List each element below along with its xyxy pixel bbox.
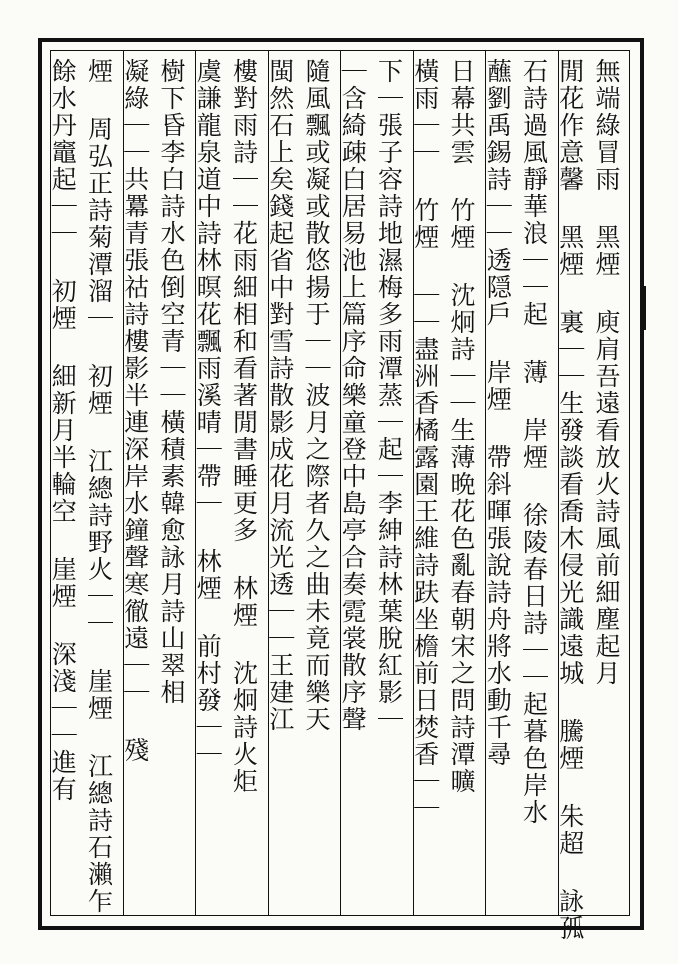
- text-column: 閩然石上矣錢起省中對雪詩散影成花月流光透｜｜王建江: [265, 58, 295, 733]
- fold-marker: [640, 286, 646, 330]
- text-column: 橫雨｜｜ 竹煙 ｜｜盡洲香橘露園王維詩趺坐檐前日焚香｜｜: [410, 58, 440, 822]
- text-column: 閒花作意馨 黑煙 裏｜｜生發談看喬木侵光識遠城 騰煙 朱超 詠孤: [555, 58, 585, 942]
- text-column: 隨風飄或凝或散悠揚于｜｜波月之際者久之曲未竟而樂天: [302, 58, 331, 733]
- text-column: 石詩過風靜華浪｜｜起 薄 岸煙 徐陵春日詩｜｜起暮色岸水: [519, 58, 549, 826]
- text-column: 樹下昏李白詩水色倒空青｜｜橫積素韓愈詠月詩山翠相: [157, 58, 186, 706]
- text-column: 日幕共雲 竹煙 沈炯詩｜｜生薄晩花色亂春朝宋之問詩潭曠: [447, 58, 476, 795]
- text-column: ｜含綺疎白居易池上篇序命樂童登中島亭合奏霓裳散序聲: [338, 58, 368, 733]
- text-column: 樓對雨詩｜｜花雨細相和看著閒書睡更多 林煙 沈炯詩火炬: [229, 58, 259, 795]
- text-column: 無端綠冒雨 黑煙 庾肩吾遠看放火詩風前細塵起月: [592, 58, 621, 687]
- text-column: 餘水丹竈起｜｜ 初煙 細新月半輪空 崖煙 深淺｜｜進有: [48, 58, 78, 803]
- text-column: 下｜張子容詩地濕梅多雨潭蒸｜起｜李紳詩林葉脫紅影｜: [374, 58, 404, 733]
- text-column: 凝綠｜｜共羃青張祜詩樓影半連深岸水鐘聲寒徹遠｜｜ 殘: [120, 58, 150, 764]
- text-column: 蘸劉禹錫詩｜｜透隠戶 岸煙 帶斜暉張說詩舟將水動千尋: [483, 58, 513, 768]
- text-column: 虞謙龍泉道中詩林暝花飄雨溪晴｜帶｜ 林煙 前村發｜｜: [193, 58, 223, 768]
- text-column: 煙 周弘正詩菊潭溜｜ 初煙 江總詩野火｜｜ 崖煙 江總詩石瀨乍: [84, 58, 114, 915]
